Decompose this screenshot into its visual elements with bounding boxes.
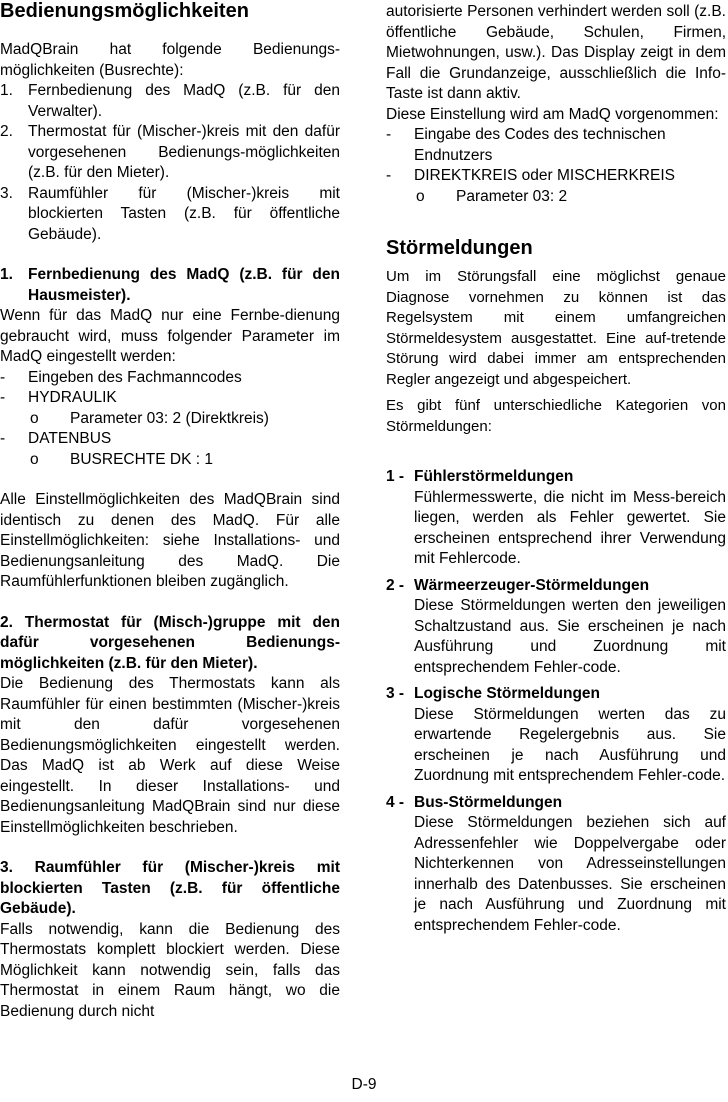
step-item	[386, 166, 726, 187]
setting-paragraph: Diese Einstellung wird am MadQ vorgenommen:	[386, 105, 719, 123]
section-2-heading: 2. Thermostat für (Misch-)gruppe mit den dafür vorgesehenen Bedienungs-möglichkeiten (z.B. für den Mieter).	[0, 613, 340, 672]
step-subitem	[0, 409, 340, 430]
heading-number: 1.	[0, 266, 13, 283]
category-text: Fühlermesswerte, die nicht im Mess-bereich liegen, werden als Fehler gewertet. Sie erscheinen entsprechend ihrer Verwendung mit Fehlercode.	[414, 488, 726, 567]
list-item	[0, 122, 340, 184]
step-mark: o	[30, 409, 39, 427]
step-mark: -	[0, 368, 6, 386]
step-mark: o	[30, 450, 39, 468]
step-item	[0, 429, 340, 450]
step-mark: -	[0, 389, 6, 406]
step-text: Eingeben des Fachmanncodes	[28, 368, 242, 386]
step-mark: -	[386, 126, 392, 143]
stoermeldungen-intro: Um im Störungsfall eine möglichst genaue Diagnose vornehmen zu können ist das Regelsystem mit einem umfangreichen Störmeldesystem ausgestattet. Eine auf-tretende Störung wird dabei immer am entsprechenden Regler angezeigt und abgespeichert.	[386, 268, 726, 388]
step-item	[386, 125, 726, 166]
step-subitem	[386, 187, 726, 208]
category-text: Diese Störmeldungen werten das zu erwartende Regelergebnis aus. Sie erscheinen je nach Ausführung und Zuordnung mit entsprechendem Fehler-code.	[414, 705, 726, 784]
item-text: Fernbedienung des MadQ (z.B. für den Verwalter).	[28, 82, 340, 120]
category-item	[386, 793, 726, 937]
section-title-bedienung: Bedienungsmöglichkeiten	[0, 0, 249, 22]
category-number: 1 -	[386, 468, 405, 485]
category-title: Fühlerstörmeldungen	[414, 468, 574, 485]
step-mark: o	[416, 187, 425, 205]
right-column	[386, 0, 726, 936]
item-number: 1.	[0, 82, 13, 99]
section-1-body: Wenn für das MadQ nur eine Fernbe-dienung gebraucht wird, muss folgender Parameter im MadQ eingestellt werden:	[0, 307, 340, 365]
left-column	[0, 0, 340, 1022]
category-item	[386, 684, 726, 787]
step-text: Eingabe des Codes des technischen Endnutzers	[414, 126, 666, 164]
category-item	[386, 576, 726, 679]
category-title: Logische Störmeldungen	[414, 685, 601, 702]
step-text: DATENBUS	[28, 430, 112, 447]
step-item	[0, 368, 340, 389]
category-text: Diese Störmeldungen beziehen sich auf Adressenfehler wie Doppelvergabe oder Nichterkennen von Adresseinstellungen innerhalb des Datenbusses. Sie erscheinen je nach Ausführung und Zuordnung mit entsprechendem Fehler-code.	[414, 814, 726, 934]
intro-paragraph: MadQBrain hat folgende Bedienungs-möglichkeiten (Busrechte):	[0, 41, 340, 79]
stoermeldungen-intro-2: Es gibt fünf unterschiedliche Kategorien von Störmeldungen:	[386, 397, 726, 435]
list-item	[0, 184, 340, 246]
page-number: D-9	[351, 1076, 377, 1093]
category-title: Wärmeerzeuger-Störmeldungen	[414, 576, 650, 594]
step-text: Parameter 03: 2	[456, 187, 568, 205]
section-3-body: Falls notwendig, kann die Bedienung des Thermostats komplett blockiert werden. Diese Möglichkeit kann notwendig sein, falls das Thermostat in einem Raum hängt, wo die Bedienung durch nicht	[0, 920, 340, 1020]
category-number: 2 -	[386, 576, 405, 594]
item-text: Raumfühler für (Mischer-)kreis mit blockierten Tasten (z.B. für öffentliche Gebäude).	[28, 184, 340, 243]
step-text: BUSRECHTE DK : 1	[70, 450, 213, 468]
item-number: 3.	[0, 184, 13, 202]
step-mark: -	[0, 430, 6, 447]
section-2-body: Die Bedienung des Thermostats kann als Raumfühler für einen bestimmten (Mischer-)kreis mit den dafür vorgesehenen Bedienungsmöglichkeiten eingestellt werden. Das MadQ ist ab Werk auf diese Weise eingestellt. In dieser Installations- und Bedienungsanleitung MadQBrain sind nur diese Einstellmöglichkeiten beschrieben.	[0, 675, 340, 836]
step-text: HYDRAULIK	[28, 389, 117, 406]
heading-text: Fernbedienung des MadQ (z.B. für den Hausmeister).	[28, 266, 340, 304]
step-mark: -	[386, 167, 392, 184]
step-item	[0, 388, 340, 409]
step-text: Parameter 03: 2 (Direktkreis)	[70, 409, 269, 427]
list-item	[0, 81, 340, 122]
section-1-note: Alle Einstellmöglichkeiten des MadQBrain sind identisch zu denen des MadQ. Für alle Einstellmöglichkeiten: siehe Installations- und Bedienungsanleitung des MadQ. Die Raumfühlerfunktionen bleiben zugänglich.	[0, 491, 340, 590]
item-text: Thermostat für (Mischer-)kreis mit den dafür vorgesehenen Bedienungs-möglichkeiten (z.B. für den Mieter).	[28, 123, 340, 181]
step-text: DIREKTKREIS oder MISCHERKREIS	[414, 167, 675, 184]
section-3-heading: 3. Raumfühler für (Mischer-)kreis mit blockierten Tasten (z.B. für öffentliche Gebäude).	[0, 859, 340, 917]
category-item	[386, 467, 726, 570]
step-subitem	[0, 450, 340, 471]
category-number: 3 -	[386, 685, 405, 702]
continued-paragraph: autorisierte Personen verhindert werden soll (z.B. öffentliche Gebäude, Schulen, Firmen, Mietwohnungen, usw.). Das Display zeigt in dem Fall die Grundanzeige, ausschließlich die Info-Taste ist dann aktiv.	[386, 3, 726, 102]
category-title: Bus-Störmeldungen	[414, 793, 563, 811]
category-text: Diese Störmeldungen werten den jeweiligen Schaltzustand aus. Sie erscheinen je nach Ausführung und Zuordnung mit entsprechendem Fehler-code.	[414, 597, 726, 676]
item-number: 2.	[0, 123, 13, 140]
options-list	[0, 81, 340, 245]
category-number: 4 -	[386, 793, 405, 811]
section-title-stoermeldungen: Störmeldungen	[386, 237, 533, 259]
section-1-heading	[0, 265, 340, 306]
